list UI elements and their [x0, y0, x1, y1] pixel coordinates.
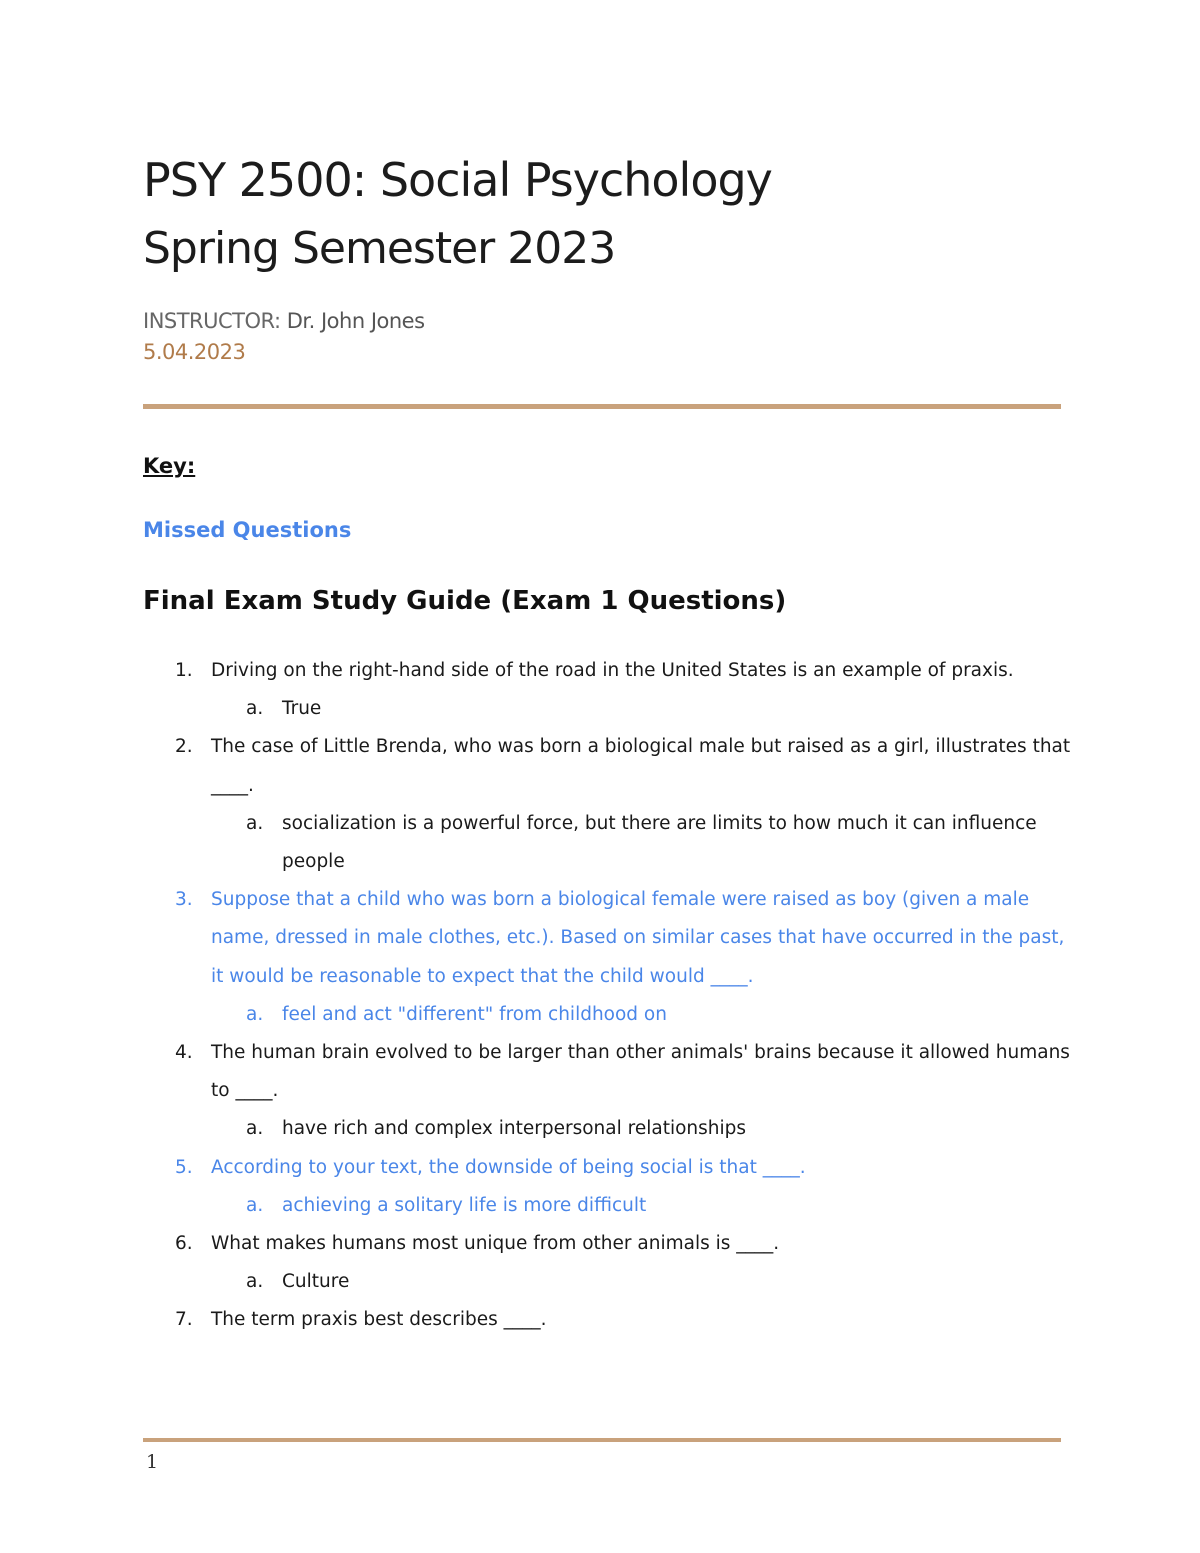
answer-item-missed [143, 1187, 1073, 1225]
instructor-name: Dr. John Jones [286, 309, 425, 333]
question-text: Suppose that a child who was born a biological female were raised as boy (given a male name, dressed in male clothes, etc.). Based on similar cases that have occurred in the past, it would be reasonable to expect that the child would ____. [211, 889, 1065, 987]
instructor-line [143, 306, 425, 336]
question-item [143, 1034, 1073, 1110]
page-number: 1 [146, 1451, 159, 1473]
question-item [143, 728, 1073, 804]
answer-item [143, 805, 1073, 881]
question-text: The term praxis best describes ____. [211, 1309, 547, 1331]
answer-text: have rich and complex interpersonal relationships [282, 1118, 747, 1140]
answer-letter: a. [246, 1271, 264, 1293]
section-heading: Final Exam Study Guide (Exam 1 Questions) [143, 586, 787, 616]
instructor-label: INSTRUCTOR: [143, 309, 281, 333]
question-number: 2. [175, 736, 193, 758]
question-text: According to your text, the downside of being social is that ____. [211, 1156, 806, 1178]
missed-questions-legend: Missed Questions [143, 518, 352, 542]
question-list [143, 652, 1073, 1340]
answer-item-missed [143, 996, 1073, 1034]
answer-text: Culture [282, 1271, 350, 1293]
key-label: Key: [143, 454, 196, 478]
question-number: 7. [175, 1309, 193, 1331]
answer-letter: a. [246, 698, 264, 720]
footer-divider [143, 1438, 1061, 1442]
question-text: What makes humans most unique from other animals is ____. [211, 1233, 780, 1255]
answer-item [143, 1263, 1073, 1301]
question-item [143, 1301, 1073, 1339]
answer-letter: a. [246, 812, 264, 834]
answer-letter: a. [246, 1118, 264, 1140]
question-item [143, 1225, 1073, 1263]
answer-letter: a. [246, 1003, 264, 1025]
answer-item [143, 690, 1073, 728]
answer-text: socialization is a powerful force, but there are limits to how much it can influence people [282, 812, 1037, 873]
answer-text: True [282, 698, 322, 720]
course-title: PSY 2500: Social Psychology [143, 153, 772, 207]
question-number: 5. [175, 1156, 193, 1178]
answer-text: feel and act "different" from childhood on [282, 1003, 667, 1025]
answer-item [143, 1110, 1073, 1148]
question-item [143, 652, 1073, 690]
question-number: 3. [175, 889, 193, 911]
answer-letter: a. [246, 1194, 264, 1216]
question-text: The human brain evolved to be larger than other animals' brains because it allowed humans to ____. [211, 1042, 1070, 1102]
question-number: 1. [175, 660, 193, 681]
semester-title: Spring Semester 2023 [143, 223, 616, 274]
question-text: Driving on the right-hand side of the road in the United States is an example of praxis. [211, 660, 1014, 681]
header-divider [143, 404, 1061, 409]
answer-text: achieving a solitary life is more difficult [282, 1194, 647, 1216]
question-item-missed [143, 881, 1073, 996]
document-date: 5.04.2023 [143, 340, 246, 364]
question-number: 4. [175, 1042, 193, 1064]
question-item-missed [143, 1149, 1073, 1187]
question-text: The case of Little Brenda, who was born a biological male but raised as a girl, illustrates that ____. [211, 736, 1071, 796]
question-number: 6. [175, 1233, 193, 1255]
